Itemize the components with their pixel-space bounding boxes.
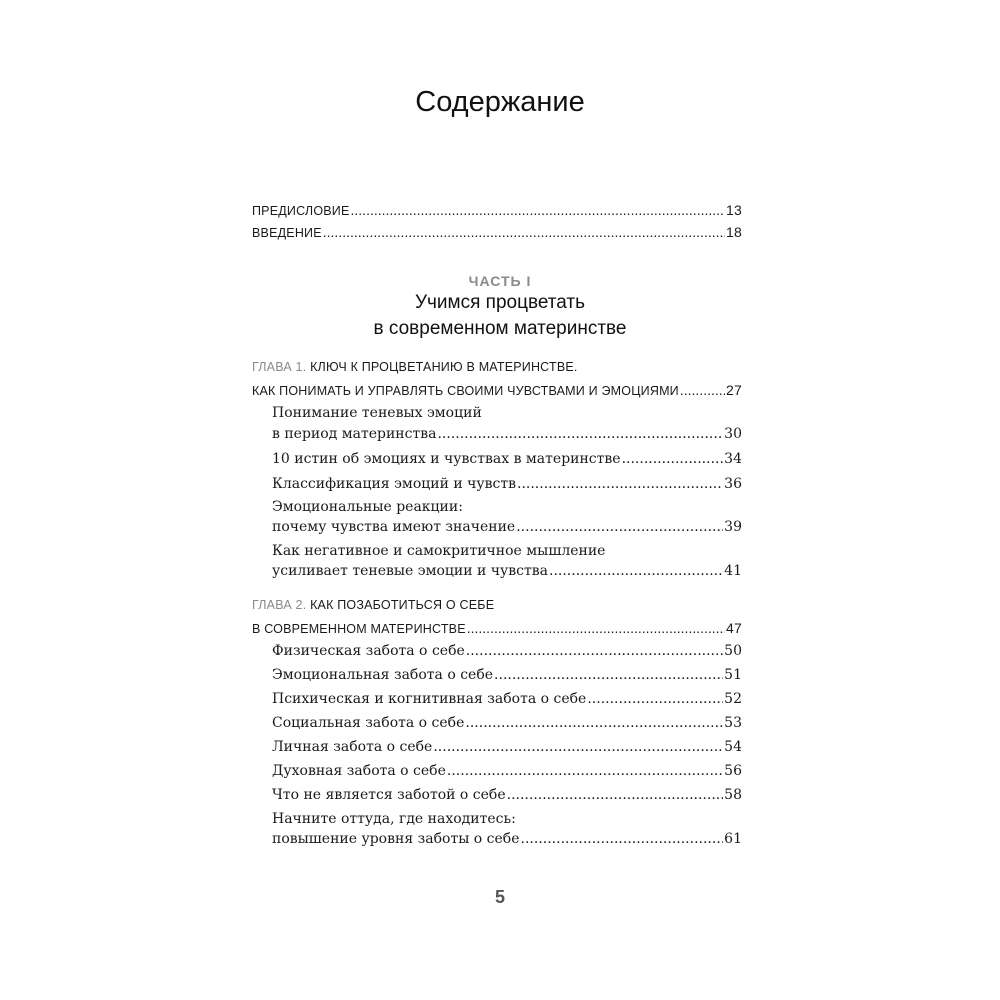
toc-page-number: 61: [724, 831, 742, 847]
dot-leader: [587, 691, 723, 707]
toc-page-number: 39: [724, 519, 742, 535]
chapter-1-title-line2: КАК ПОНИМАТЬ И УПРАВЛЯТЬ СВОИМИ ЧУВСТВАМИ И ЭМОЦИЯМИ: [252, 384, 679, 398]
chapter-1-title-line1: КЛЮЧ К ПРОЦВЕТАНИЮ В МАТЕРИНСТВЕ.: [310, 360, 578, 374]
part-title-line1: Учимся процветать: [414, 292, 586, 313]
section-title-line1: Как негативное и самокритичное мышление: [272, 543, 606, 559]
toc-page-number: 53: [724, 715, 742, 731]
dot-leader: [549, 563, 723, 579]
toc-page-number: 56: [724, 763, 742, 779]
dot-leader: [351, 202, 726, 218]
toc-entry-section[interactable]: [272, 476, 742, 492]
page-number: 5: [494, 887, 505, 907]
dot-leader: [323, 224, 725, 240]
chapter-2-title-line2: В СОВРЕМЕННОМ МАТЕРИНСТВЕ: [252, 622, 466, 636]
toc-page-number: 54: [724, 739, 742, 755]
toc-entry-label: ПРЕДИСЛОВИЕ: [252, 204, 350, 218]
dot-leader: [437, 426, 723, 442]
toc-entry-section[interactable]: [272, 643, 742, 659]
dot-leader: [466, 643, 723, 659]
toc-page-number: 41: [724, 563, 742, 579]
section-title-line1: Эмоциональные реакции:: [272, 499, 463, 515]
toc-entry-section[interactable]: [272, 715, 742, 731]
section-title-line2: почему чувства имеют значение: [272, 519, 516, 535]
chapter-1-heading-line1[interactable]: [252, 360, 578, 374]
dot-leader: [507, 787, 724, 803]
toc-entry-section[interactable]: [272, 763, 742, 779]
toc-entry-section[interactable]: [272, 519, 742, 535]
toc-entry-section[interactable]: [272, 563, 742, 579]
section-title-line1: Начните оттуда, где находитесь:: [272, 811, 516, 827]
toc-page-number: 34: [724, 451, 742, 467]
part-title-line2: в современном материнстве: [373, 318, 627, 339]
section-title-line2: в период материнства: [272, 426, 437, 442]
section-title: Личная забота о себе: [272, 739, 433, 755]
toc-entry-section[interactable]: [272, 451, 742, 467]
toc-page-number: 52: [724, 691, 742, 707]
toc-page-number: 30: [724, 426, 742, 442]
section-title: Что не является заботой о себе: [272, 787, 506, 803]
dot-leader: [447, 763, 723, 779]
dot-leader: [517, 476, 723, 492]
section-title-line1: Понимание теневых эмоций: [272, 405, 482, 421]
toc-page-number: 51: [724, 667, 742, 683]
section-title: Социальная забота о себе: [272, 715, 465, 731]
dot-leader: [622, 451, 724, 467]
dot-leader: [494, 667, 723, 683]
dot-leader: [521, 831, 724, 847]
toc-page-number: 47: [726, 620, 742, 636]
toc-entry-preface[interactable]: [252, 202, 742, 218]
dot-leader: [433, 739, 723, 755]
section-title: Классификация эмоций и чувств: [272, 476, 516, 492]
dot-leader: [516, 519, 723, 535]
toc-page-number: 18: [726, 224, 742, 240]
chapter-2-prefix: ГЛАВА 2.: [252, 598, 307, 612]
dot-leader: [467, 620, 725, 636]
dot-leader: [680, 382, 725, 398]
toc-entry-section[interactable]: [272, 426, 742, 442]
dot-leader: [465, 715, 723, 731]
page-title: Содержание: [415, 86, 585, 118]
part-label: ЧАСТЬ I: [468, 273, 532, 289]
toc-entry-chapter-1[interactable]: [252, 382, 742, 398]
toc-page-number: 36: [724, 476, 742, 492]
toc-page-number: 50: [724, 643, 742, 659]
section-title-line2: усиливает теневые эмоции и чувства: [272, 563, 548, 579]
toc-entry-section[interactable]: [272, 691, 742, 707]
toc-entry-section[interactable]: [272, 831, 742, 847]
toc-entry-section[interactable]: [272, 739, 742, 755]
toc-entry-section[interactable]: [272, 667, 742, 683]
toc-entry-label: ВВЕДЕНИЕ: [252, 226, 322, 240]
section-title-line2: повышение уровня заботы о себе: [272, 831, 520, 847]
section-title: Психическая и когнитивная забота о себе: [272, 691, 587, 707]
chapter-2-title-line1: КАК ПОЗАБОТИТЬСЯ О СЕБЕ: [310, 598, 495, 612]
section-title: Духовная забота о себе: [272, 763, 446, 779]
section-title: Эмоциональная забота о себе: [272, 667, 494, 683]
toc-page-number: 58: [724, 787, 742, 803]
toc-page-number: 13: [726, 202, 742, 218]
toc-entry-introduction[interactable]: [252, 224, 742, 240]
toc-entry-section[interactable]: [272, 787, 742, 803]
section-title: 10 истин об эмоциях и чувствах в материнстве: [272, 451, 621, 467]
chapter-2-heading-line1[interactable]: [252, 598, 494, 612]
section-title: Физическая забота о себе: [272, 643, 465, 659]
toc-entry-chapter-2[interactable]: [252, 620, 742, 636]
chapter-1-prefix: ГЛАВА 1.: [252, 360, 307, 374]
toc-page-number: 27: [726, 382, 742, 398]
